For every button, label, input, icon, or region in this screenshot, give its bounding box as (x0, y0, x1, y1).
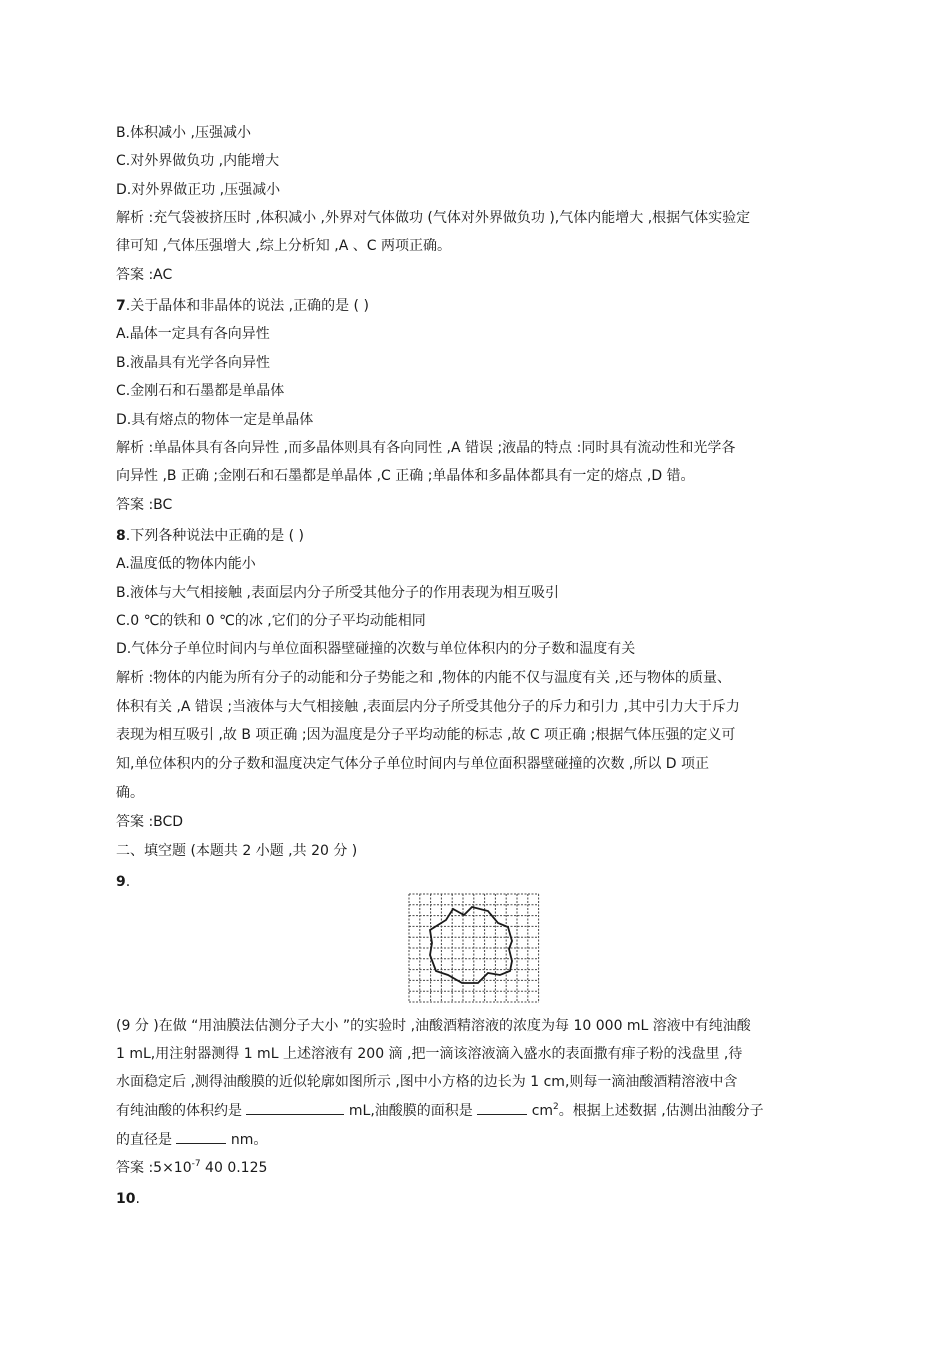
q9-answer-exponent: -7 (191, 1159, 201, 1169)
oil-film-grid-figure (408, 893, 540, 1003)
q10-number-dot: . (135, 1191, 140, 1207)
q9-line-4-part-d: 。根据上述数据 ,估测出油酸分子 (558, 1103, 764, 1119)
q8-option-c: C.0 ℃的铁和 0 ℃的冰 ,它们的分子平均动能相同 (116, 613, 426, 629)
q9-text-line-2: 1 mL,用注射器测得 1 mL 上述溶液有 200 滴 ,把一滴该溶液滴入盛水的表面撒有痱子粉的浅盘里 ,待 (116, 1046, 743, 1062)
q9-text-line-3: 水面稳定后 ,测得油酸膜的近似轮廓如图所示 ,图中小方格的边长为 1 cm,则每一滴油酸酒精溶液中含 (116, 1074, 738, 1090)
q9-line-4-part-a: 有纯油酸的体积约是 (116, 1103, 247, 1119)
q7-option-a: A.晶体一定具有各向异性 (116, 326, 270, 342)
q9-line-5-part-a: 的直径是 (116, 1132, 177, 1148)
q9-line-4-part-c: cm (527, 1103, 554, 1119)
q9-answer-prefix: 答案 :5×10 (116, 1160, 192, 1176)
q9-text-line-4 (116, 1100, 764, 1121)
q9-number-dot: . (125, 874, 131, 890)
q8-option-b: B.液体与大气相接触 ,表面层内分子所受其他分子的作用表现为相互吸引 (116, 585, 559, 601)
q7-number: 7 (116, 298, 126, 314)
q6-option-d: D.对外界做正功 ,压强减小 (116, 182, 281, 198)
q8-analysis-line-5: 确。 (116, 785, 144, 801)
section-2-heading: 二、填空题 (本题共 2 小题 ,共 20 分 ) (116, 843, 358, 859)
q8-option-d: D.气体分子单位时间内与单位面积器壁碰撞的次数与单位体积内的分子数和温度有关 (116, 641, 636, 657)
q6-analysis-line-2: 律可知 ,气体压强增大 ,综上分析知 ,A 、C 两项正确。 (116, 238, 451, 254)
q7-option-b: B.液晶具有光学各向异性 (116, 355, 271, 371)
grid-lines (409, 894, 539, 1002)
q10-number: 10 (116, 1191, 136, 1207)
q9-number: 9 (116, 874, 126, 890)
q7-option-c: C.金刚石和石墨都是单晶体 (116, 383, 285, 399)
q9-answer-rest: 40 0.125 (200, 1160, 268, 1176)
q6-answer: 答案 :AC (116, 267, 173, 283)
q9-text-line-5 (116, 1129, 267, 1150)
q8-option-a: A.温度低的物体内能小 (116, 556, 256, 572)
oil-film-outline (430, 907, 512, 983)
q6-analysis-line-1: 解析 :充气袋被挤压时 ,体积减小 ,外界对气体做功 (气体对外界做负功 ),气体内能增大 ,根据气体实验定 (116, 210, 751, 226)
q8-analysis-line-3: 表现为相互吸引 ,故 B 项正确 ;因为温度是分子平均动能的标志 ,故 C 项正确 ;根据气体压强的定义可 (116, 727, 736, 743)
volume-answer-blank[interactable] (246, 1100, 344, 1115)
q9-text-line-1: (9 分 )在做 “用油膜法估测分子大小 ”的实验时 ,油酸酒精溶液的浓度为每 10 000 mL 溶液中有纯油酸 (116, 1018, 751, 1034)
q8-analysis-line-2: 体积有关 ,A 错误 ;当液体与大气相接触 ,表面层内分子所受其他分子的斥力和引力 ,其中引力大于斥力 (116, 699, 740, 715)
q8-analysis-line-1: 解析 :物体的内能为所有分子的动能和分子势能之和 ,物体的内能不仅与温度有关 ,还与物体的质量、 (116, 670, 731, 686)
q8-stem-text: .下列各种说法中正确的是 ( ) (125, 528, 305, 544)
q10-number-line (116, 1189, 140, 1209)
q8-answer: 答案 :BCD (116, 814, 184, 830)
q8-number: 8 (116, 528, 126, 544)
q7-option-d: D.具有熔点的物体一定是单晶体 (116, 412, 314, 428)
q7-stem (116, 296, 369, 316)
q9-number-line (116, 872, 130, 892)
q7-stem-text: .关于晶体和非晶体的说法 ,正确的是 ( ) (125, 298, 369, 314)
q9-answer (116, 1158, 267, 1178)
q9-line-4-part-b: mL,油酸膜的面积是 (344, 1103, 478, 1119)
q8-analysis-line-4: 知,单位体积内的分子数和温度决定气体分子单位时间内与单位面积器壁碰撞的次数 ,所以 D 项正 (116, 756, 710, 772)
q8-stem (116, 526, 304, 546)
q9-line-5-part-b: nm。 (226, 1132, 268, 1148)
q6-option-b: B.体积减小 ,压强减小 (116, 125, 251, 141)
q7-analysis-line-2: 向异性 ,B 正确 ;金刚石和石墨都是单晶体 ,C 正确 ;单晶体和多晶体都具有一定的熔点 ,D 错。 (116, 468, 695, 484)
area-answer-blank[interactable] (477, 1100, 527, 1115)
diameter-answer-blank[interactable] (176, 1129, 226, 1144)
q6-option-c: C.对外界做负功 ,内能增大 (116, 153, 280, 169)
q7-answer: 答案 :BC (116, 497, 173, 513)
q7-analysis-line-1: 解析 :单晶体具有各向异性 ,而多晶体则具有各向同性 ,A 错误 ;液晶的特点 :同时具有流动性和光学各 (116, 440, 736, 456)
q9-line-4-superscript: 2 (553, 1102, 559, 1112)
